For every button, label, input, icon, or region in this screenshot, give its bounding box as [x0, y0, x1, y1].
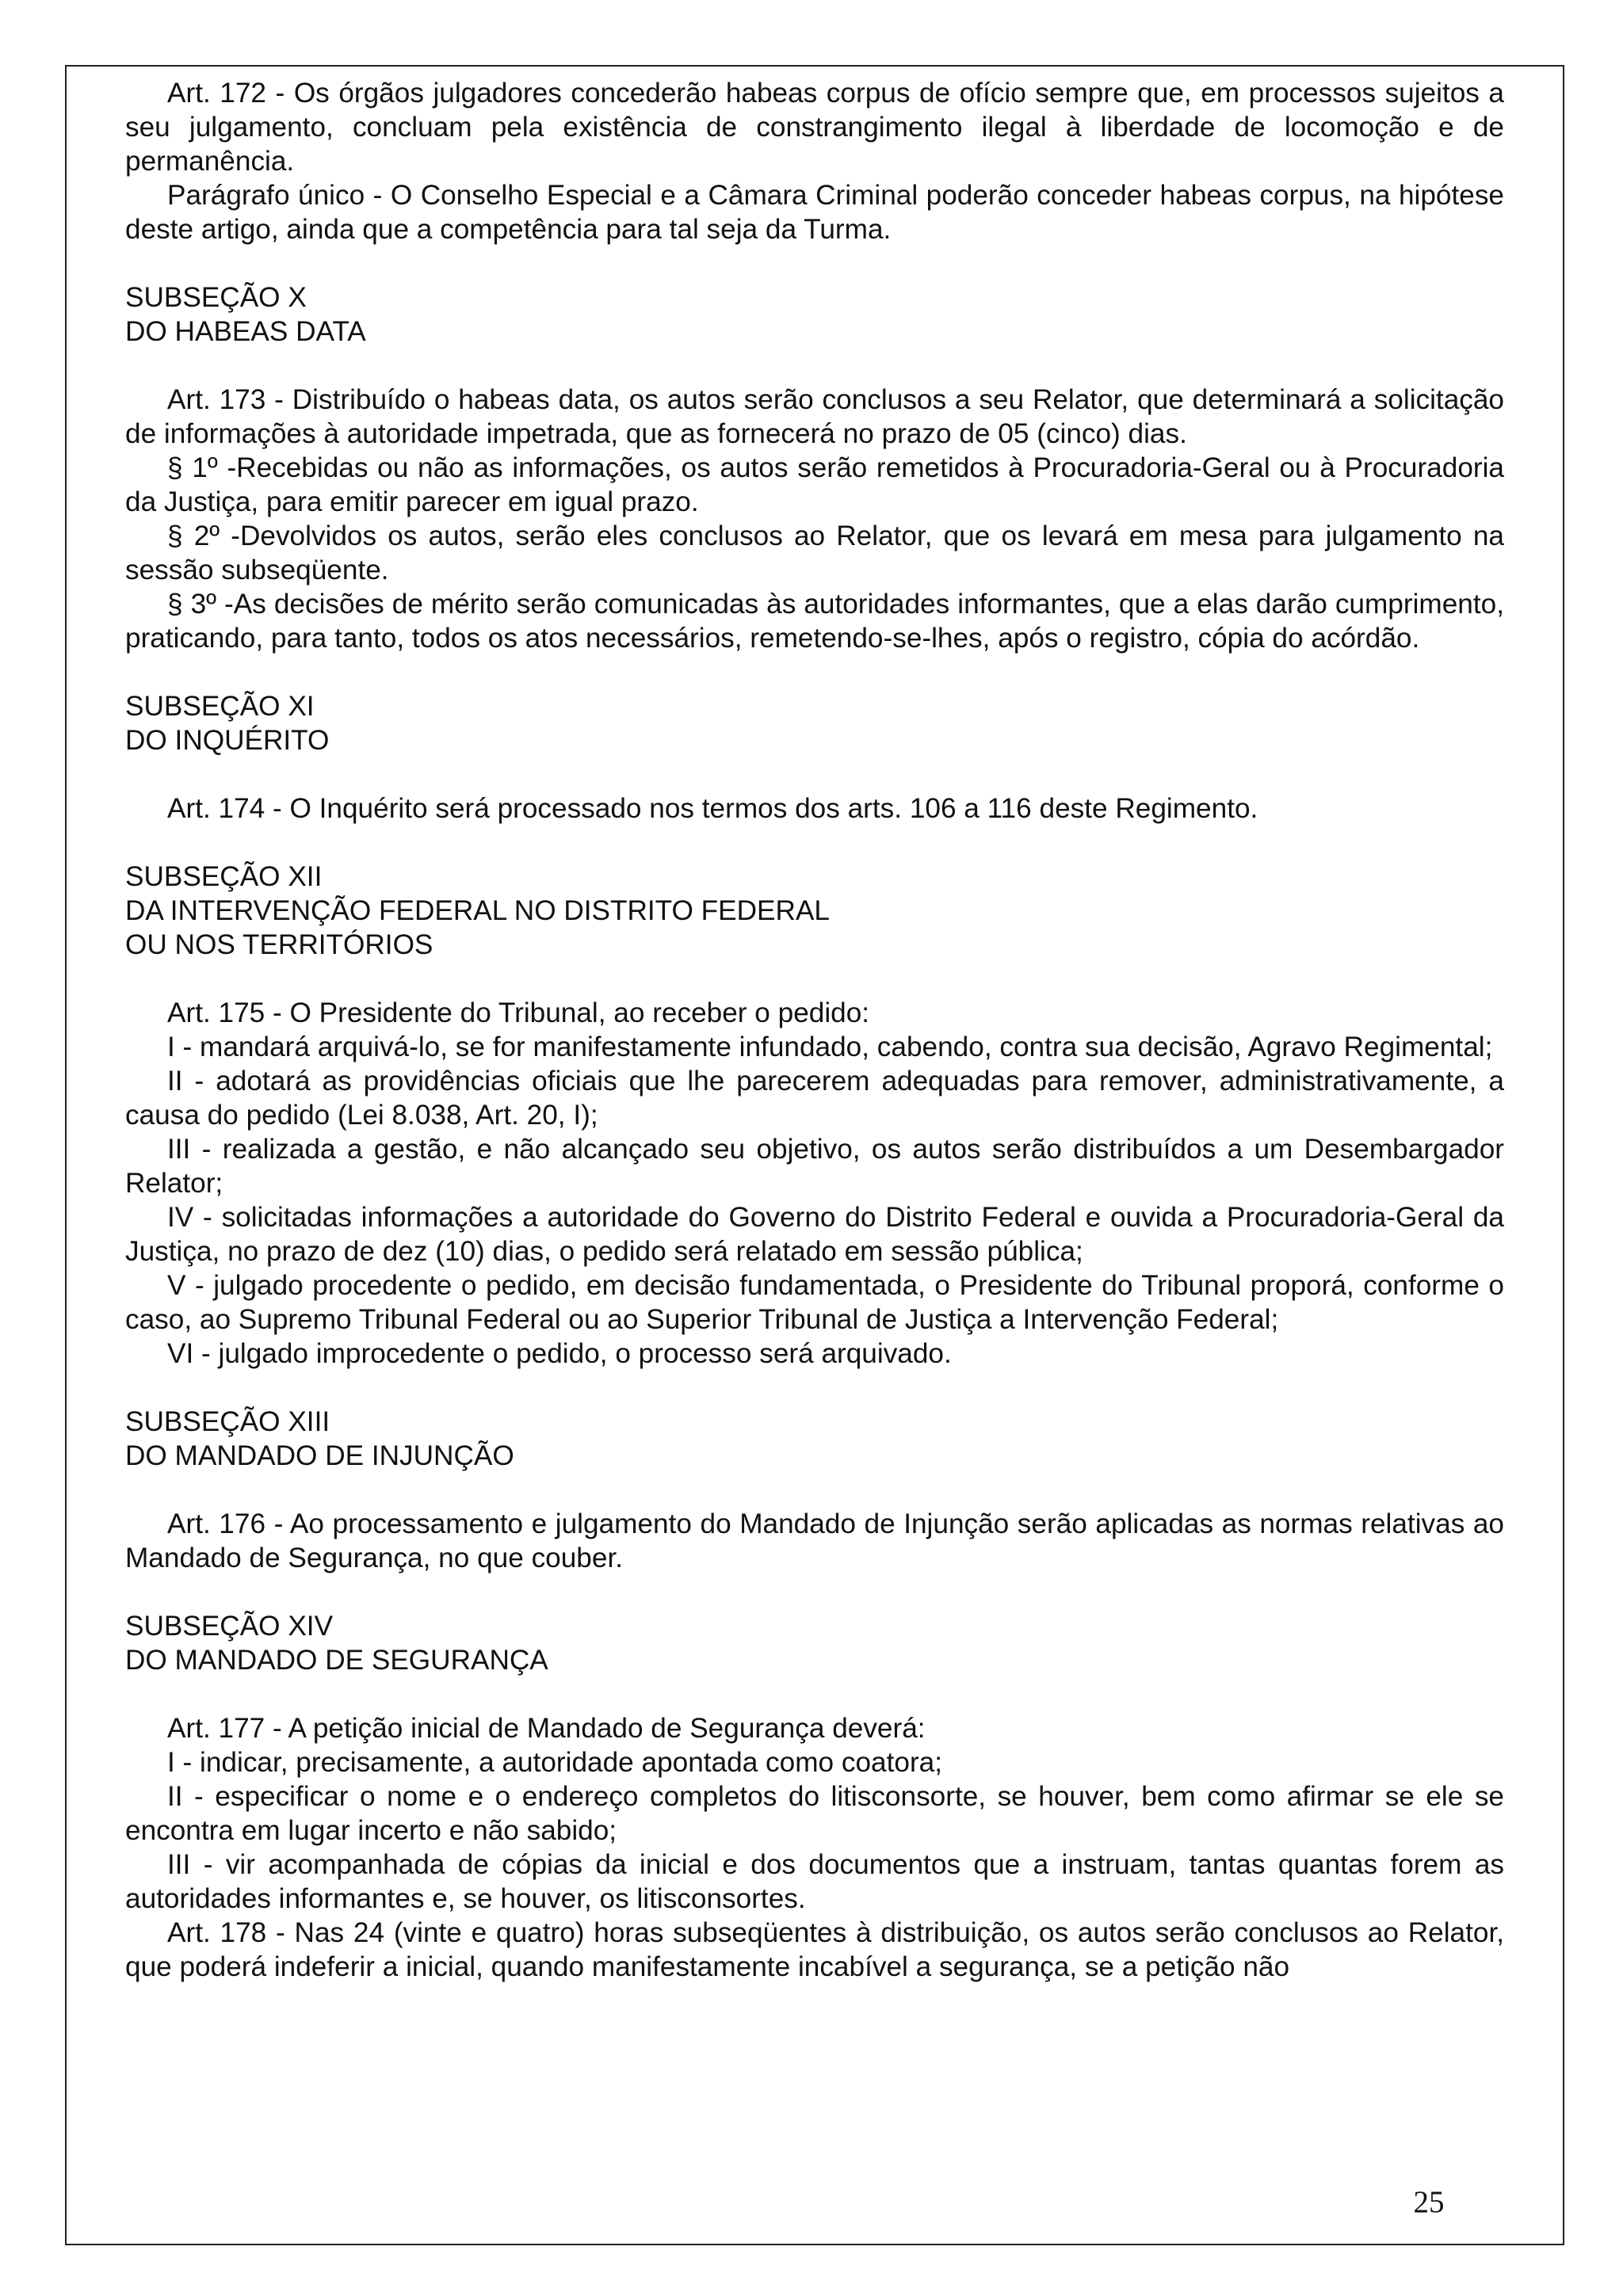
subsecao-xii-title-line-1: DA INTERVENÇÃO FEDERAL NO DISTRITO FEDERAL [125, 895, 830, 926]
page-number: 25 [1413, 2185, 1445, 2219]
subsecao-xi-heading: SUBSEÇÃO XI [125, 691, 315, 722]
subsecao-xii-heading: SUBSEÇÃO XII [125, 861, 323, 892]
art-178: Art. 178 - Nas 24 (vinte e quatro) horas subseqüentes à distribuição, os autos serão conclusos ao Relator, que poderá indeferir a inicial, quando manifestamente incabível a segurança, se a petição não [125, 1917, 1504, 1982]
art-175-inciso-iv: IV - solicitadas informações a autoridade do Governo do Distrito Federal e ouvida a Procuradoria-Geral da Justiça, no prazo de dez (10) dias, o pedido será relatado em sessão pública; [125, 1202, 1504, 1267]
subsecao-x-title: DO HABEAS DATA [125, 316, 366, 347]
subsecao-x-heading: SUBSEÇÃO X [125, 282, 307, 313]
subsecao-xiii-heading: SUBSEÇÃO XIII [125, 1406, 330, 1437]
art-175-inciso-i: I - mandará arquivá-lo, se for manifestamente infundado, cabendo, contra sua decisão, Agravo Regimental; [167, 1032, 1493, 1062]
art-175-inciso-iii: III - realizada a gestão, e não alcançado seu objetivo, os autos serão distribuídos a um Desembargador Relator; [125, 1134, 1504, 1199]
subsecao-xii-title-line-2: OU NOS TERRITÓRIOS [125, 929, 433, 960]
art-173-par-2: § 2º -Devolvidos os autos, serão eles conclusos ao Relator, que os levará em mesa para julgamento na sessão subseqüente. [125, 521, 1504, 585]
art-173-par-3: § 3º -As decisões de mérito serão comunicadas às autoridades informantes, que a elas darão cumprimento, praticando, para tanto, todos os atos necessários, remetendo-se-lhes, após o registro, cópia do acórdão. [125, 589, 1504, 654]
art-174: Art. 174 - O Inquérito será processado nos termos dos arts. 106 a 116 deste Regimento. [167, 793, 1258, 824]
art-172-paragrafo-unico: Parágrafo único - O Conselho Especial e a Câmara Criminal poderão conceder habeas corpus, na hipótese deste artigo, ainda que a competência para tal seja da Turma. [125, 180, 1504, 245]
art-172: Art. 172 - Os órgãos julgadores concederão habeas corpus de ofício sempre que, em processos sujeitos a seu julgamento, concluam pela existência de constrangimento ilegal à liberdade de locomoção e de permanência. [125, 78, 1504, 177]
art-177-inciso-iii: III - vir acompanhada de cópias da inicial e dos documentos que a instruam, tantas quantas forem as autoridades informantes e, se houver, os litisconsortes. [125, 1849, 1504, 1914]
art-175-inciso-vi: VI - julgado improcedente o pedido, o processo será arquivado. [167, 1338, 952, 1369]
art-175-inciso-v: V - julgado procedente o pedido, em decisão fundamentada, o Presidente do Tribunal proporá, conforme o caso, ao Supremo Tribunal Federal ou ao Superior Tribunal de Justiça a Intervenção Federal; [125, 1270, 1504, 1335]
subsecao-xiv-title: DO MANDADO DE SEGURANÇA [125, 1645, 548, 1676]
art-175: Art. 175 - O Presidente do Tribunal, ao receber o pedido: [167, 997, 870, 1028]
art-177-inciso-ii: II - especificar o nome e o endereço completos do litisconsorte, se houver, bem como afirmar se ele se encontra em lugar incerto e não sabido; [125, 1781, 1504, 1846]
art-176: Art. 176 - Ao processamento e julgamento do Mandado de Injunção serão aplicadas as normas relativas ao Mandado de Segurança, no que couber. [125, 1508, 1504, 1573]
art-177: Art. 177 - A petição inicial de Mandado de Segurança deverá: [167, 1713, 926, 1744]
document-body [125, 76, 1504, 1984]
art-175-inciso-ii: II - adotará as providências oficiais que lhe parecerem adequadas para remover, administrativamente, a causa do pedido (Lei 8.038, Art. 20, I); [125, 1066, 1504, 1131]
subsecao-xiii-title: DO MANDADO DE INJUNÇÃO [125, 1440, 514, 1471]
subsecao-xiv-heading: SUBSEÇÃO XIV [125, 1611, 334, 1642]
subsecao-xi-title: DO INQUÉRITO [125, 725, 330, 756]
art-173: Art. 173 - Distribuído o habeas data, os autos serão conclusos a seu Relator, que determinará a solicitação de informações à autoridade impetrada, que as fornecerá no prazo de 05 (cinco) dias. [125, 384, 1504, 449]
art-173-par-1: § 1º -Recebidas ou não as informações, os autos serão remetidos à Procuradoria-Geral ou à Procuradoria da Justiça, para emitir parecer em igual prazo. [125, 452, 1504, 517]
art-177-inciso-i: I - indicar, precisamente, a autoridade apontada como coatora; [167, 1747, 943, 1778]
